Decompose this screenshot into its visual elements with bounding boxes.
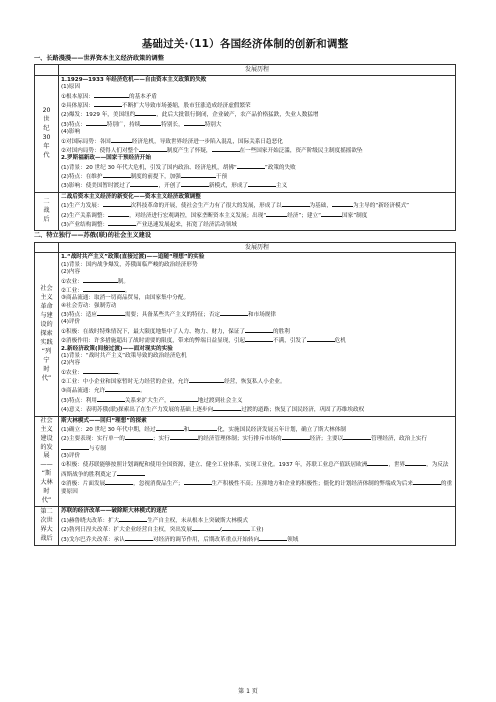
row-stalin-content — [59, 416, 456, 507]
content-line: ①根本原因： 的基本矛盾 — [61, 93, 157, 100]
fill-blank[interactable] — [222, 525, 250, 531]
content-line: (2)生产关系调整： ，对经济进行宏观调控，国家垄断资本主义发展；出现“ 经济”；建立“ 国家”制度 — [61, 212, 368, 219]
fill-blank[interactable] — [259, 535, 287, 541]
era-label-text: 建设 — [40, 434, 53, 442]
fill-blank[interactable] — [282, 201, 310, 207]
fill-blank[interactable] — [97, 310, 125, 316]
content-line: (2)主要表现：实行单一的 ；实行 的经济管理体制；实行排斥市场的 经济；主要以 管理经济，政治上实行与专制 — [61, 436, 428, 452]
fill-blank[interactable] — [184, 479, 212, 485]
fill-blank[interactable] — [105, 386, 140, 392]
fill-blank[interactable] — [105, 479, 133, 485]
era-label-text: 次世 — [40, 517, 53, 525]
era-label-text: 宁 — [43, 356, 50, 364]
era-label-text: “斯 — [41, 470, 52, 478]
row-postwar-content — [59, 192, 456, 231]
fill-blank[interactable] — [117, 470, 145, 476]
row-1930s-content — [59, 75, 456, 192]
era-label-text: 设的 — [40, 321, 53, 328]
era-label-text: 第二 — [40, 508, 53, 516]
fill-blank[interactable] — [86, 120, 107, 126]
content-line: ①积极：在战时特殊情况下，最大限度地集中了人力、物力、财力，保证了 的胜利 — [61, 328, 290, 335]
era-label-text: 界大 — [40, 526, 53, 534]
content-line: ②工业：中小企业和国家暂时无力经营的企业，允许 经营，恢复私人小企业。 — [61, 379, 286, 386]
fill-blank[interactable] — [245, 336, 273, 342]
era-label-text: 代 — [43, 151, 50, 159]
page-title: 基础过关·（11）各国经济体制的创新和调整 — [141, 38, 349, 50]
era-label-text: 实践 — [40, 338, 53, 346]
fill-blank[interactable] — [282, 434, 310, 440]
content-line: ①农业： 制。 — [61, 278, 129, 285]
fill-blank[interactable] — [192, 525, 220, 531]
era-label-1930s — [35, 75, 59, 192]
content-line: (1)赫鲁晓夫改革：扩大 生产自主权，未从根本上突破斯大林模式 — [61, 517, 248, 524]
content-line: ①积极：使苏联能够按照计划调配和使用全国资源，建立、健全工业体系，实现工业化。1937 年，苏联工业总产值跃居欧洲 ，世界 ，为反法西斯战争的胜利奠定了 — [61, 462, 449, 478]
fill-blank[interactable] — [61, 444, 89, 450]
fill-blank[interactable] — [237, 163, 265, 169]
era-label-text: 代” — [41, 497, 52, 505]
era-label-text: 探索 — [40, 329, 53, 337]
era-spacer — [35, 242, 59, 253]
era-label-text: 时 — [43, 488, 50, 496]
content-line: ①对国际局势：各国 经济危机，导致世界经济进一步陷入混乱，国际关系日趋恶化 — [61, 138, 283, 145]
content-line: (2)爆发：1929 年，美国纽约 ，此后大批银行倒闭，企业破产，农产品价格猛跌，失业人数猛增 — [61, 112, 319, 119]
row-lenin-content — [59, 253, 456, 416]
fill-blank[interactable] — [108, 211, 129, 217]
content-line: ②工业： 。 — [61, 287, 131, 294]
content-line: (1)确立：20 世纪 30 年代中期，经过 和 化，实施国民经济发展五年计划，确立了斯大林体制 — [61, 426, 346, 433]
fill-blank[interactable] — [413, 479, 441, 485]
era-label-text: 社会 — [40, 416, 53, 424]
fill-blank[interactable] — [245, 327, 273, 333]
era-label-text: 社会 — [40, 285, 53, 293]
era-label-text: 主义 — [40, 294, 53, 302]
content-line: ④社会劳动：强制劳动 — [61, 302, 117, 309]
section-1-heading: 一、长路漫漫——世界资本主义经济政策的调整 — [34, 54, 164, 62]
fill-blank[interactable] — [189, 377, 224, 383]
era-spacer — [35, 65, 59, 76]
fill-blank[interactable] — [181, 181, 209, 187]
fill-blank[interactable] — [111, 137, 132, 143]
fill-blank[interactable] — [248, 181, 276, 187]
content-heading: 1.1929—1933 年经济危机——自由资本主义政策的失败 — [61, 76, 207, 83]
era-label-text: 年 — [43, 142, 50, 150]
fill-blank[interactable] — [213, 405, 241, 411]
table-capitalism — [34, 64, 456, 231]
fill-blank[interactable] — [125, 535, 153, 541]
content-line: (2)内容 — [61, 360, 81, 367]
fill-blank[interactable] — [156, 425, 184, 431]
era-label-text: 代” — [41, 374, 52, 382]
fill-blank[interactable] — [170, 396, 198, 402]
era-label-text: 纪 — [43, 124, 50, 132]
fill-blank[interactable] — [83, 368, 118, 374]
era-label-text: 二 — [43, 198, 50, 206]
era-label-text: 战后 — [40, 535, 53, 543]
content-heading: 二战后资本主义经济的新变化——资本主义经济政策调整 — [61, 193, 201, 200]
content-line: (4)影响 — [61, 129, 81, 136]
content-line: ③商品流通：允许 。 — [61, 388, 146, 395]
table-header: 发展历程 — [59, 65, 456, 76]
fill-blank[interactable] — [103, 201, 131, 207]
content-line: (1)背景：国内战争爆发，苏俄面临严峻的政治经济形势 — [61, 261, 198, 268]
content-line: (1)背景：20 世纪 30 年代大危机，引发了国内政治、经济危机，胡佛“ ”政策的失败 — [61, 164, 296, 171]
era-label-text: 大林 — [40, 479, 53, 487]
content-line: (3)特点：适应 需要；具备某些共产主义的特征；否定 和市场规律 — [61, 312, 276, 319]
content-line: (2)内容 — [61, 269, 81, 276]
content-line: (1)生产力发展： 次科技革命的开展，使社会生产力有了很大的发展，形成了以 为基础， 为主导的“新经济模式” — [61, 203, 410, 210]
content-line: (3)特点： 特别广，持续 特别长， 特别大 — [61, 121, 222, 128]
fill-blank[interactable] — [220, 310, 248, 316]
table-soviet — [34, 242, 456, 546]
era-label-postwar — [35, 192, 59, 231]
fill-blank[interactable] — [130, 181, 158, 187]
fill-blank[interactable] — [94, 101, 122, 107]
era-label-postwar-ussr — [35, 507, 59, 546]
page-number: 第 1 页 — [238, 688, 258, 695]
fill-blank[interactable] — [307, 336, 335, 342]
fill-blank[interactable] — [103, 172, 131, 178]
section-2-heading: 二、特立独行——苏俄(联)的社会主义建设 — [34, 232, 152, 240]
fill-blank[interactable] — [135, 110, 156, 116]
content-line: (3)评价 — [61, 453, 81, 460]
fill-blank[interactable] — [212, 146, 240, 152]
era-label-text: 的发 — [40, 443, 53, 451]
fill-blank[interactable] — [140, 120, 161, 126]
content-heading: 2.罗斯福新政——国家干预经济开始 — [61, 155, 151, 162]
era-label-lenin — [35, 253, 59, 416]
fill-blank[interactable] — [170, 434, 198, 440]
content-line: (2)特点：在维护 制度的前提下，加强 干预 — [61, 174, 228, 181]
fill-blank[interactable] — [139, 146, 167, 152]
fill-blank[interactable] — [97, 396, 125, 402]
content-line: ①农业： 。 — [61, 369, 124, 376]
row-reform-content — [59, 507, 456, 546]
content-line: (1)原因 — [61, 84, 81, 91]
fill-blank[interactable] — [94, 92, 129, 98]
content-line: ②对国内局势：使得人们对整个 制度产生了怀疑， 在一些国家开始泛滥，资产阶级民主制度摇摇欲坠 — [61, 147, 363, 154]
fill-blank[interactable] — [108, 220, 136, 226]
fill-blank[interactable] — [83, 286, 125, 292]
era-label-text: 时 — [43, 365, 50, 373]
era-label-text: 20 — [42, 106, 51, 114]
content-line: (4)评价 — [61, 319, 81, 326]
fill-blank[interactable] — [189, 425, 217, 431]
content-heading: 1.“战时共产主义”政策(直接过渡)——追随“理想”的实验 — [61, 254, 205, 261]
fill-blank[interactable] — [266, 211, 287, 217]
content-line: ②消极作用：许多措施超出了战时需要的限度，带来的弊端日益显现，引起 不满，引发了 危机 — [61, 338, 346, 345]
era-label-text: “列 — [41, 347, 52, 355]
era-label-text: 主义 — [40, 425, 53, 433]
content-line: (1)背景：“战时共产主义”政策导致的政治经济危机 — [61, 352, 187, 359]
fill-blank[interactable] — [321, 211, 342, 217]
fill-blank[interactable] — [343, 434, 371, 440]
fill-blank[interactable] — [181, 172, 216, 178]
fill-blank[interactable] — [184, 120, 205, 126]
content-line: (2)勃列日涅夫改革：扩大企业经营自主权，突出发展 ( 工业) — [61, 527, 264, 534]
content-line: ②消极：片面发展 ，忽视消费品生产； 生产积极性不高；压抑地方和企业的积极性；僵化的计划经济体制的弊端成为后来 的重要原因 — [61, 481, 453, 495]
fill-blank[interactable] — [125, 434, 153, 440]
era-label-stalin — [35, 416, 59, 507]
era-label-text: 30 — [42, 133, 51, 141]
content-heading: 苏联的经济改革——破除斯大林模式的迷茫 — [61, 508, 168, 515]
era-label-text: 后 — [43, 216, 50, 224]
era-label-text: 展 — [43, 452, 50, 460]
content-line: (3)影响：使美国暂时渡过了 ，开创了 新模式，形成了 主义 — [61, 183, 288, 190]
era-label-text: 革命 — [40, 303, 53, 311]
content-line: (3)戈尔巴乔夫改革：承认 对经济的调节作用，后期改革重点开始转向 领域 — [61, 536, 299, 543]
content-heading: 2.新经济政策(间接过渡)——面对现实的实验 — [61, 345, 173, 352]
content-heading: 斯大林模式——回归“理想”的探索 — [61, 417, 147, 424]
content-line: ②具体原因： 不断扩大导致市场萎缩，股市狂涨造成经济虚假繁荣 — [61, 103, 251, 110]
fill-blank[interactable] — [405, 460, 426, 466]
content-line: ③商品流通：取消一切商品贸易，由国家集中分配。 — [61, 295, 190, 302]
era-label-text: 战 — [43, 207, 50, 215]
fill-blank[interactable] — [367, 460, 388, 466]
fill-blank[interactable] — [119, 516, 147, 522]
table-header: 发展历程 — [59, 242, 456, 253]
fill-blank[interactable] — [83, 277, 118, 283]
era-label-text: 与建 — [40, 312, 53, 320]
content-line: (3)特点：利用 关系来扩大生产， 地过渡到社会主义 — [61, 397, 243, 404]
content-line: (4)意义：表明苏俄(联)探索出了在生产力发展的基础上逐步向 过渡的道路；恢复了国民经济，巩固了苏维埃政权 — [61, 407, 365, 414]
content-line: (3)产业结构调整： 产业迅速发展起来，拓宽了经济活动领域 — [61, 221, 237, 228]
era-label-text: 世 — [43, 115, 50, 123]
fill-blank[interactable] — [332, 201, 353, 207]
era-label-text: —— — [40, 461, 53, 469]
